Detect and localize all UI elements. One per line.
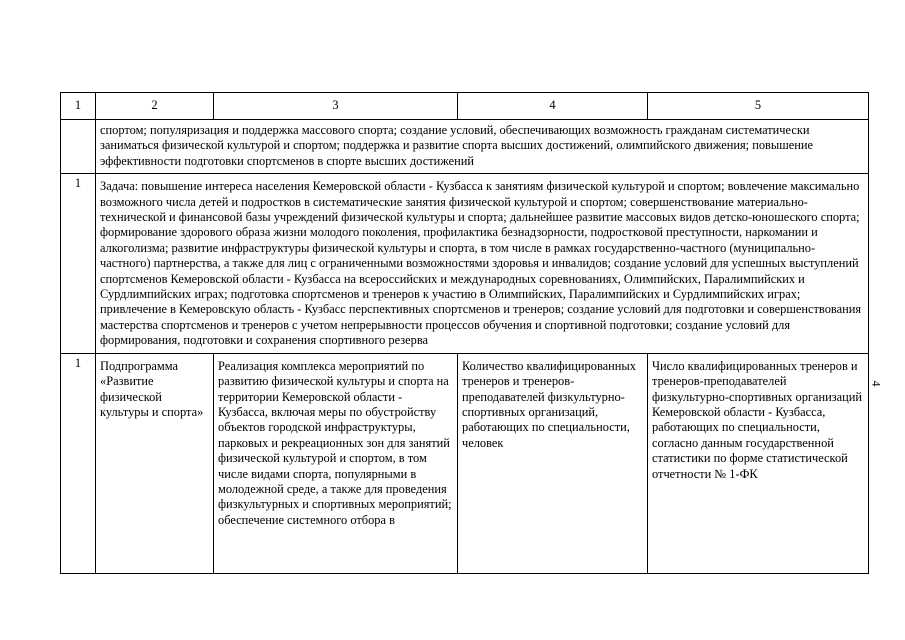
- table-row-subprogram: [61, 353, 869, 573]
- task-text: Задача: повышение интереса населения Кемеровской области - Кузбасса к занятиям физической культурой и спортом; вовлечение максимально возможного числа детей и подростков в систематические занятия физической культурой и спортом; совершенствование материально-технической и финансовой базы учреждений физической культуры и спорта; дальнейшее развитие массовых видов детско-юношеского спорта; формирование здорового образа жизни молодого поколения, профилактика безнадзорности, подростковой преступности, наркомании и алкоголизма; развитие инфраструктуры физической культуры и спорта, в том числе в рамках государственно-частного (муниципально-частного) партнерства, а также для лиц с ограниченными возможностями здоровья и инвалидов; создание условий для успешных выступлений спортсменов Кемеровской области - Кузбасса на всероссийских и международных соревнованиях, Олимпийских, Паралимпийских и Сурдлимпийских играх; подготовка спортсменов и тренеров к участию в Олимпийских, Паралимпийских и Сурдлимпийских играх; привлечение в Кемеровскую область - Кузбасс перспективных спортсменов и тренеров; создание условий для подготовки и совершенствования мастерства спортсменов и тренеров с учетом непрерывности процессов обучения и спортивной подготовки; создание условий для формирования, подготовки и сохранения спортивного резерва: [96, 174, 869, 353]
- table-row-goal-continuation: [61, 120, 869, 174]
- header-row: [61, 93, 869, 120]
- goal-continuation-text: спортом; популяризация и поддержка массового спорта; создание условий, обеспечивающих возможность гражданам систематически заниматься физической культурой и спортом; поддержка и развитие спорта высших достижений, олимпийского движения; повышение эффективности подготовки спортсменов в спорте высших достижений: [96, 120, 869, 174]
- header-col-3: 3: [214, 93, 458, 120]
- row-number-cell: 1: [61, 174, 96, 353]
- header-col-4: 4: [458, 93, 648, 120]
- subprogram-name-cell: Подпрограмма «Развитие физической культуры и спорта»: [96, 353, 214, 573]
- measures-cell: Реализация комплекса мероприятий по развитию физической культуры и спорта на территории Кемеровской области - Кузбасса, включая меры по обустройству объектов городской инфраструктуры, парковых и рекреационных зон для занятий физической культурой и спортом, в том числе видами спорта, популярными в молодежной среде, а также для проведения физкультурных и спортивных мероприятий; обеспечение системного отбора в: [214, 353, 458, 573]
- row-number-cell: [61, 120, 96, 174]
- table-row-task: [61, 174, 869, 353]
- indicator-cell: Количество квалифицированных тренеров и тренеров-преподавателей физкультурно-спортивных организаций, работающих по специальности, человек: [458, 353, 648, 573]
- row-number-cell: 1: [61, 353, 96, 573]
- header-col-5: 5: [648, 93, 869, 120]
- header-col-1: 1: [61, 93, 96, 120]
- indicator-method-cell: Число квалифицированных тренеров и тренеров-преподавателей физкультурно-спортивных организаций Кемеровской области - Кузбасса, работающих по специальности, согласно данным государственной статистики по форме статистической отчетности № 1-ФК: [648, 353, 869, 573]
- page-number: 4: [869, 380, 884, 387]
- header-col-2: 2: [96, 93, 214, 120]
- program-table: [60, 92, 869, 574]
